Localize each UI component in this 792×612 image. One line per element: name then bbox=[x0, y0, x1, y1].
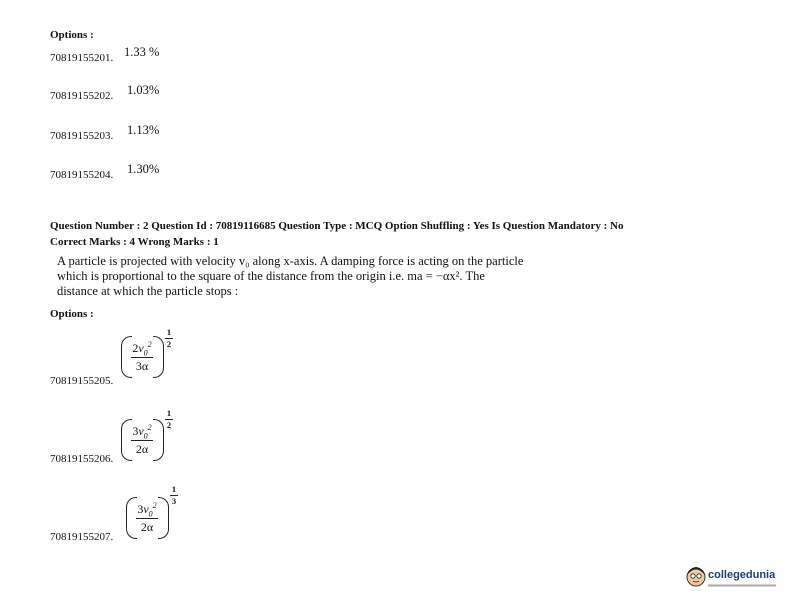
option-value: 1.33 % bbox=[124, 45, 160, 59]
question-header: Question Number : 2 Question Id : 70819116685 Question Type : MCQ Option Shuffling : Yes Is Question Mandatory : No bbox=[50, 220, 624, 232]
options-label: Options : bbox=[50, 308, 94, 320]
marks-info: Correct Marks : 4 Wrong Marks : 1 bbox=[50, 236, 219, 248]
mascot-icon bbox=[686, 566, 706, 588]
collegedunia-logo bbox=[686, 566, 776, 594]
option-formula bbox=[126, 484, 182, 539]
option-value: 1.30% bbox=[127, 162, 160, 176]
right-paren bbox=[153, 419, 164, 461]
option-value: 1.03% bbox=[127, 83, 160, 97]
option-id: 70819155201. bbox=[50, 52, 114, 64]
right-paren bbox=[153, 336, 164, 378]
question-text-line: A particle is projected with velocity v₀ along x-axis. A damping force is acting on the particle bbox=[57, 254, 524, 268]
question-text-line: which is proportional to the square of the distance from the origin i.e. ma = −αx². The bbox=[57, 269, 485, 283]
option-id: 70819155203. bbox=[50, 130, 114, 142]
fraction-bar bbox=[136, 518, 158, 519]
formula-denominator: 2α bbox=[135, 442, 149, 456]
formula-exponent: 1 2 bbox=[166, 408, 172, 430]
option-id: 70819155207. bbox=[50, 531, 114, 543]
logo-text: collegedunia bbox=[708, 569, 776, 581]
option-id: 70819155205. bbox=[50, 375, 114, 387]
option-id: 70819155204. bbox=[50, 169, 114, 181]
option-value: 1.13% bbox=[127, 123, 160, 137]
formula-exponent: 1 2 bbox=[166, 327, 172, 349]
question-text bbox=[57, 254, 597, 299]
formula-denominator: 3α bbox=[135, 359, 149, 373]
right-paren bbox=[158, 497, 169, 539]
formula-numerator: $3v_0^2$ bbox=[137, 501, 157, 519]
option-id: 70819155202. bbox=[50, 90, 114, 102]
fraction-bar bbox=[131, 440, 153, 441]
formula-exponent: 1 3 bbox=[171, 484, 177, 506]
option-formula bbox=[121, 408, 177, 461]
formula-denominator: 2α bbox=[140, 520, 154, 534]
formula-numerator: $3v_0^2$ bbox=[132, 423, 152, 441]
formula-numerator: $2v_0^2$ bbox=[132, 340, 152, 358]
option-formula bbox=[121, 327, 177, 378]
logo-tagline bbox=[708, 583, 776, 585]
options-label: Options : bbox=[50, 29, 94, 41]
fraction-bar bbox=[131, 357, 153, 358]
question-text-line: distance at which the particle stops : bbox=[57, 284, 239, 298]
option-id: 70819155206. bbox=[50, 453, 114, 465]
